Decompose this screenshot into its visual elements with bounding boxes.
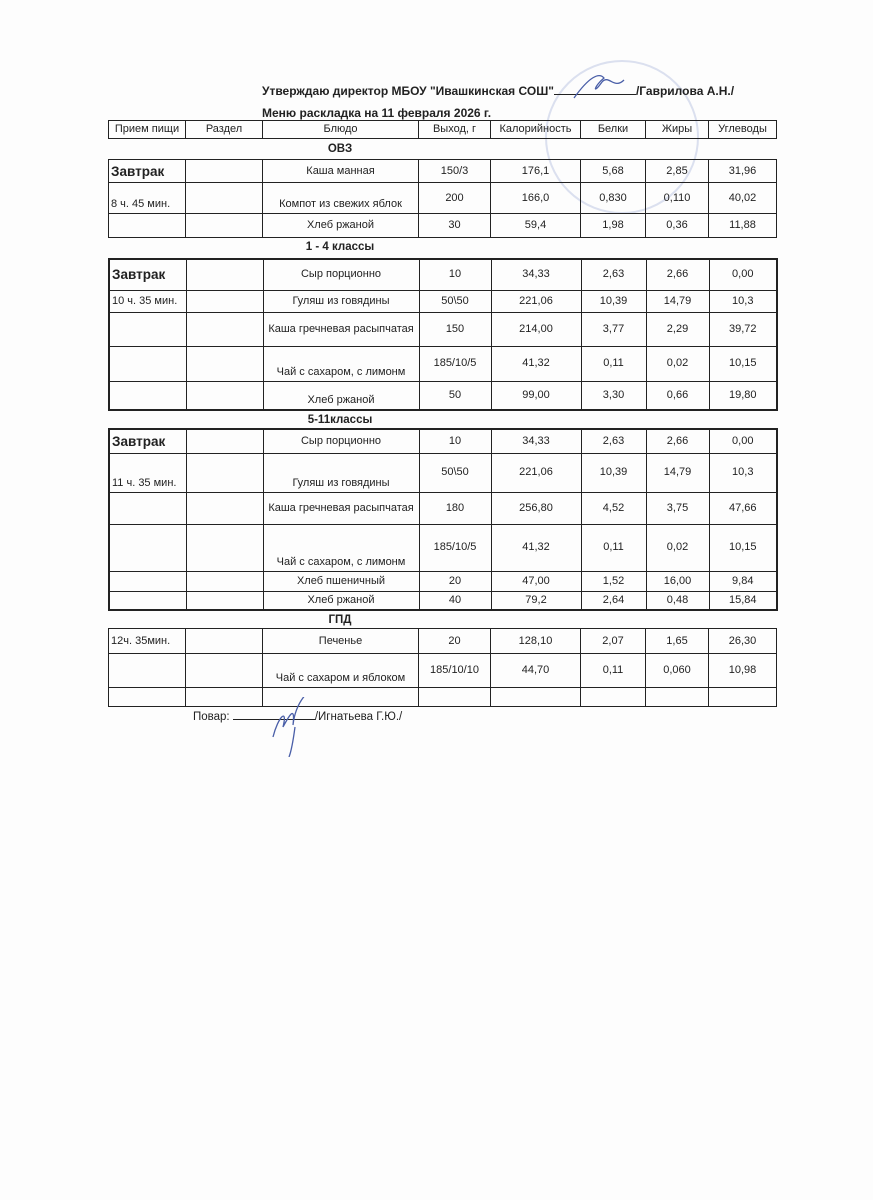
carbs-cell: 40,02: [709, 183, 777, 214]
dish-cell: Гуляш из говядины: [263, 290, 419, 312]
dish-cell: Сыр порционно: [263, 429, 419, 453]
table-row: [109, 492, 777, 524]
calories-cell: 256,80: [491, 492, 581, 524]
calories-cell: 34,33: [491, 259, 581, 290]
table-row: [109, 591, 777, 610]
carbs-cell: 15,84: [709, 591, 777, 610]
protein-cell: 0,11: [581, 346, 646, 381]
carbs-cell: 9,84: [709, 571, 777, 591]
fat-cell: 0,48: [646, 591, 709, 610]
dish-cell: Сыр порционно: [263, 259, 419, 290]
menu-table: [108, 628, 777, 707]
section-cell: [186, 654, 263, 688]
table-row: [109, 524, 777, 571]
calories-cell: 128,10: [491, 629, 581, 654]
cook-signature: [233, 719, 315, 720]
column-header: Блюдо: [263, 121, 419, 139]
portion-cell: 50\50: [419, 290, 491, 312]
column-header-row: [108, 120, 777, 139]
calories-cell: 176,1: [491, 160, 581, 183]
meal-cell: 8 ч. 45 мин.: [109, 183, 186, 214]
column-header: Жиры: [646, 121, 709, 139]
meal-cell: [109, 571, 186, 591]
column-header: Раздел: [186, 121, 263, 139]
table-row: [109, 453, 777, 492]
dish-cell: Хлеб ржаной: [263, 591, 419, 610]
carbs-cell: 10,15: [709, 524, 777, 571]
calories-cell: 41,32: [491, 346, 581, 381]
dish-cell: Печенье: [263, 629, 419, 654]
portion-cell: 50\50: [419, 453, 491, 492]
meal-cell: 11 ч. 35 мин.: [109, 453, 186, 492]
meal-cell: Завтрак: [109, 259, 186, 290]
director-name: /Гаврилова А.Н./: [635, 84, 735, 98]
calories-cell: 221,06: [491, 290, 581, 312]
section-cell: [186, 183, 263, 214]
fat-cell: 16,00: [646, 571, 709, 591]
fat-cell: 2,29: [646, 312, 709, 346]
carbs-cell: 10,15: [709, 346, 777, 381]
calories-cell: 59,4: [491, 214, 581, 238]
fat-cell: 2,66: [646, 429, 709, 453]
protein-cell: [581, 688, 646, 707]
fat-cell: 3,75: [646, 492, 709, 524]
table-row: [109, 183, 777, 214]
section-cell: [186, 591, 263, 610]
portion-cell: 200: [419, 183, 491, 214]
portion-cell: 185/10/5: [419, 524, 491, 571]
meal-cell: [109, 214, 186, 238]
table-row: [109, 346, 777, 381]
fat-cell: 1,65: [646, 629, 709, 654]
calories-cell: 79,2: [491, 591, 581, 610]
carbs-cell: 10,98: [709, 654, 777, 688]
dish-cell: Чай с сахаром, с лимонм: [263, 524, 419, 571]
protein-cell: 1,52: [581, 571, 646, 591]
table-row: [109, 429, 777, 453]
section-cell: [186, 259, 263, 290]
section-cell: [186, 524, 263, 571]
table-row: [109, 381, 777, 410]
menu-table: [108, 159, 777, 238]
meal-cell: Завтрак: [109, 160, 186, 183]
portion-cell: 10: [419, 259, 491, 290]
column-header: Углеводы: [709, 121, 777, 139]
dish-cell: Хлеб пшеничный: [263, 571, 419, 591]
protein-cell: 4,52: [581, 492, 646, 524]
section-cell: [186, 381, 263, 410]
column-header: Прием пищи: [109, 121, 186, 139]
portion-cell: 40: [419, 591, 491, 610]
section-cell: [186, 429, 263, 453]
calories-cell: [491, 688, 581, 707]
column-header: Калорийность: [491, 121, 581, 139]
director-signature: [554, 94, 636, 95]
section-cell: [186, 629, 263, 654]
portion-cell: 185/10/5: [419, 346, 491, 381]
fat-cell: 0,02: [646, 524, 709, 571]
table-row: [109, 290, 777, 312]
carbs-cell: 39,72: [709, 312, 777, 346]
table-row: [109, 160, 777, 183]
table-row: [109, 214, 777, 238]
protein-cell: 0,11: [581, 524, 646, 571]
meal-cell: [109, 381, 186, 410]
carbs-cell: 10,3: [709, 453, 777, 492]
approval-line: [262, 84, 734, 98]
portion-cell: [419, 688, 491, 707]
fat-cell: 0,36: [646, 214, 709, 238]
section-cell: [186, 346, 263, 381]
menu-table: [108, 428, 778, 611]
meal-cell: [109, 524, 186, 571]
dish-cell: Каша гречневая расыпчатая: [263, 492, 419, 524]
fat-cell: [646, 688, 709, 707]
dish-cell: Каша гречневая расыпчатая: [263, 312, 419, 346]
protein-cell: 2,64: [581, 591, 646, 610]
section-label: 1 - 4 классы: [305, 241, 375, 253]
protein-cell: 3,30: [581, 381, 646, 410]
fat-cell: 2,66: [646, 259, 709, 290]
fat-cell: 2,85: [646, 160, 709, 183]
fat-cell: 14,79: [646, 453, 709, 492]
column-header: Выход, г: [419, 121, 491, 139]
table-row: [109, 312, 777, 346]
section-cell: [186, 160, 263, 183]
carbs-cell: 47,66: [709, 492, 777, 524]
meal-cell: Завтрак: [109, 429, 186, 453]
calories-cell: 41,32: [491, 524, 581, 571]
protein-cell: 2,07: [581, 629, 646, 654]
carbs-cell: 0,00: [709, 429, 777, 453]
fat-cell: 0,110: [646, 183, 709, 214]
column-header: Белки: [581, 121, 646, 139]
meal-cell: [109, 492, 186, 524]
section-cell: [186, 312, 263, 346]
carbs-cell: [709, 688, 777, 707]
meal-cell: 10 ч. 35 мин.: [109, 290, 186, 312]
meal-cell: 12ч. 35мин.: [109, 629, 186, 654]
protein-cell: 10,39: [581, 290, 646, 312]
meal-cell: [109, 591, 186, 610]
carbs-cell: 0,00: [709, 259, 777, 290]
portion-cell: 20: [419, 629, 491, 654]
portion-cell: 30: [419, 214, 491, 238]
meal-cell: [109, 688, 186, 707]
portion-cell: 180: [419, 492, 491, 524]
cook-signature-line: [193, 711, 402, 723]
carbs-cell: 11,88: [709, 214, 777, 238]
fat-cell: 0,060: [646, 654, 709, 688]
section-cell: [186, 453, 263, 492]
section-cell: [186, 290, 263, 312]
dish-cell: Чай с сахаром, с лимонм: [263, 346, 419, 381]
meal-cell: [109, 346, 186, 381]
calories-cell: 47,00: [491, 571, 581, 591]
section-label: 5-11классы: [307, 414, 373, 426]
calories-cell: 44,70: [491, 654, 581, 688]
portion-cell: 150: [419, 312, 491, 346]
meal-cell: [109, 312, 186, 346]
table-row: [109, 259, 777, 290]
section-label: ГПД: [328, 614, 352, 626]
protein-cell: 5,68: [581, 160, 646, 183]
dish-cell: Хлеб ржаной: [263, 381, 419, 410]
section-cell: [186, 214, 263, 238]
approval-text: Утверждаю директор МБОУ "Ивашкинская СОШ": [262, 84, 554, 98]
calories-cell: 214,00: [491, 312, 581, 346]
protein-cell: 0,11: [581, 654, 646, 688]
dish-cell: Компот из свежих яблок: [263, 183, 419, 214]
portion-cell: 50: [419, 381, 491, 410]
page-title: Меню раскладка на 11 февраля 2026 г.: [262, 106, 492, 120]
carbs-cell: 26,30: [709, 629, 777, 654]
protein-cell: 2,63: [581, 259, 646, 290]
protein-cell: 10,39: [581, 453, 646, 492]
section-cell: [186, 571, 263, 591]
portion-cell: 150/3: [419, 160, 491, 183]
protein-cell: 0,830: [581, 183, 646, 214]
carbs-cell: 10,3: [709, 290, 777, 312]
fat-cell: 0,02: [646, 346, 709, 381]
cook-label: Повар:: [193, 711, 230, 723]
menu-table: [108, 258, 778, 411]
fat-cell: 14,79: [646, 290, 709, 312]
dish-cell: Чай с сахаром и яблоком: [263, 654, 419, 688]
dish-cell: Гуляш из говядины: [263, 453, 419, 492]
table-row: [109, 571, 777, 591]
table-row: [109, 629, 777, 654]
section-label: ОВЗ: [327, 143, 353, 155]
calories-cell: 34,33: [491, 429, 581, 453]
table-row: [109, 688, 777, 707]
calories-cell: 166,0: [491, 183, 581, 214]
calories-cell: 99,00: [491, 381, 581, 410]
calories-cell: 221,06: [491, 453, 581, 492]
portion-cell: 20: [419, 571, 491, 591]
dish-cell: Хлеб ржаной: [263, 214, 419, 238]
carbs-cell: 31,96: [709, 160, 777, 183]
protein-cell: 3,77: [581, 312, 646, 346]
dish-cell: Каша манная: [263, 160, 419, 183]
portion-cell: 10: [419, 429, 491, 453]
section-cell: [186, 492, 263, 524]
meal-cell: [109, 654, 186, 688]
protein-cell: 1,98: [581, 214, 646, 238]
cook-name: /Игнатьева Г.Ю./: [314, 711, 403, 723]
fat-cell: 0,66: [646, 381, 709, 410]
carbs-cell: 19,80: [709, 381, 777, 410]
table-row: [109, 654, 777, 688]
portion-cell: 185/10/10: [419, 654, 491, 688]
protein-cell: 2,63: [581, 429, 646, 453]
